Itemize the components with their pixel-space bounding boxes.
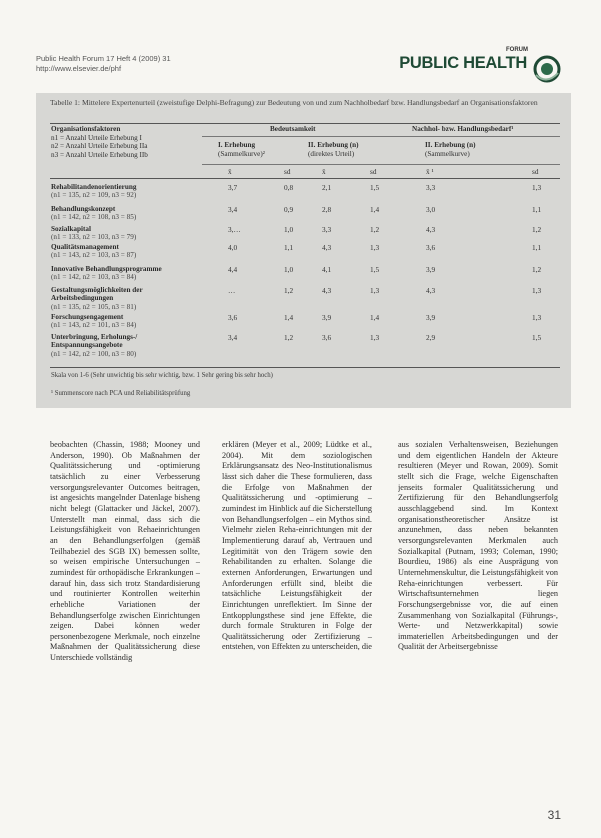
table-cell: 3,9: [322, 313, 332, 322]
logo-swirl-icon: [533, 55, 561, 83]
table-cell: 1,3: [370, 243, 380, 252]
body-text-2: erklären (Meyer et al., 2009; Lüdtke et al., 2004). Mit dem soziologischen Erklärungsansatz des Neo-Institutionalismus lässt sich daher die These formulieren, dass die Erfolge von Maßnahmen der Qualitätssicherung und -optimierung – zumindest im Hinblick auf die Sicherstellung von Behandlungserfolgen – ein Mythos sind. Vielmehr zielen Reha-einrichtungen mit der Implementierung darauf ab, Vertrauen und Legitimität von den Trägern sowie den Rehabilitanden zu erhalten. Solange die externen Anforderungen, Erwartungen und Anforderungen erfüllt sind, bleibt die tatsächliche Leistungsfähigkeit der Einrichtungen unreflektiert. Im Sinne der Entkopplungsthese sind jene Effekte, die durch formale Strukturen in Folge der Qualitätssicherung oder Zertifizierung – entstehen, von Effekten zu unterscheiden, die: [222, 440, 372, 652]
row-sample-sizes: (n1 = 142, n2 = 108, n3 = 85): [51, 213, 137, 222]
head-org-factors: Organisationsfaktoren: [51, 125, 121, 133]
table-cell: 1,2: [284, 333, 294, 342]
table-caption: Tabelle 1: Mittelere Expertenurteil (zweistufige Delphi-Befragung) zur Bedeutung von und zum Nachholbedarf bzw. Handlungsbedarf an Organisationsfaktoren: [50, 98, 538, 107]
table-row-label: [51, 286, 201, 311]
row-sample-sizes: (n1 = 142, n2 = 103, n3 = 84): [51, 273, 137, 282]
head-n1: n1 = Anzahl Urteile Erhebung I: [51, 133, 142, 142]
row-factor-name: Innovative Behandlungsprogramme: [51, 265, 162, 273]
row-factor-name: Rehabilitandenorientierung: [51, 183, 137, 191]
table-cell: 1,1: [532, 243, 542, 252]
subhead-mean-2: x̄: [322, 167, 326, 176]
table-cell: 3,6: [426, 243, 436, 252]
table-cell: 3,7: [228, 183, 238, 192]
table-cell: 1,2: [284, 286, 294, 295]
table-cell: 1,0: [284, 265, 294, 274]
head-n3: n3 = Anzahl Urteile Erhebung IIb: [51, 150, 148, 159]
table-cell: 1,1: [284, 243, 294, 252]
journal-url: http://www.elsevier.de/phf: [36, 64, 122, 73]
row-sample-sizes: (n1 = 142, n2 = 100, n3 = 80): [51, 349, 137, 358]
erhebung-1-title: I. Erhebung: [218, 141, 256, 149]
table-cell: 1,4: [370, 313, 380, 322]
table-cell: 1,1: [532, 205, 542, 214]
table-cell: 1,3: [370, 286, 380, 295]
row-factor-name: Sozialkapital: [51, 225, 91, 233]
table-cell: 1,5: [370, 183, 380, 192]
erhebung-2b-sub: (Sammelkurve): [425, 149, 470, 158]
subhead-sd-3: sd: [532, 167, 539, 176]
table-cell: 4,3: [322, 243, 332, 252]
table-head-left: [51, 125, 201, 159]
table-cell: 0,8: [284, 183, 294, 192]
head-bedeutsamkeit: Bedeutsamkeit: [270, 125, 316, 133]
journal-header: [36, 54, 171, 74]
table-rule-top: [50, 123, 560, 124]
table-cell: 4,3: [426, 286, 436, 295]
table-cell: 1,2: [532, 265, 542, 274]
table-cell: 3,0: [426, 205, 436, 214]
table-row-label: [51, 333, 201, 358]
table-cell: 3,9: [426, 265, 436, 274]
table-cell: 4,3: [322, 286, 332, 295]
subhead-sd-2: sd: [370, 167, 377, 176]
table-cell: 1,4: [284, 313, 294, 322]
head-erhebung-2b: [425, 141, 476, 158]
table-cell: 3,4: [228, 333, 238, 342]
row-sample-sizes: (n1 = 133, n2 = 103, n3 = 79): [51, 233, 137, 242]
table-cell: 4,1: [322, 265, 332, 274]
row-sample-sizes: (n1 = 143, n2 = 101, n3 = 84): [51, 321, 137, 330]
row-factor-name: Unterbringung, Erholungs-/ Entspannungsangebote: [51, 333, 138, 350]
row-sample-sizes: (n1 = 135, n2 = 105, n3 = 81): [51, 302, 137, 311]
table-cell: 1,2: [532, 225, 542, 234]
table-scale-note: Skala von 1-6 (Sehr unwichtig bis sehr wichtig, bzw. 1 Sehr gering bis sehr hoch): [51, 372, 273, 379]
body-text-3: aus sozialen Verhaltensweisen, Beziehungen und dem eigentlichen Handeln der Akteure resultieren (Meyer und Rowan, 2009). Somit stellt sich die Frage, welche Eigenschaften jenseits formaler Qualitätssicherung und Zertifizierung für den Behandlungserfolg ausschlaggebend sind. Im Kontext organisationstheoretischer Ansätze ist anzunehmen, dass neben bekannten versorgungsrelevanten Merkmalen auch Sozialkapital (Putnam, 1993; Coleman, 1990; Bourdieu, 1986) als eine Ausprägung von Unternehmenskultur, die Leistungsfähigkeit von Reha-einrichtungen verbessert. Für Wirtschaftsunternehmen liegen Forschungsergebnisse vor, die auf einen Zusammenhang von Sozialkapital (Führungs-, Werte- und Netzwerkkapital) sowie immateriellen Arbeitsbedingungen und der Qualität der Arbeitsergebnisse: [398, 440, 558, 652]
table-cell: 1,5: [370, 265, 380, 274]
table-cell: 3,9: [426, 313, 436, 322]
row-factor-name: Behandlungskonzept: [51, 205, 116, 213]
logo-superscript: FORUM: [506, 47, 528, 53]
body-column-1: [50, 440, 200, 825]
erhebung-2a-title: II. Erhebung (n): [308, 141, 359, 149]
table-cell: 0,9: [284, 205, 294, 214]
journal-line: Public Health Forum 17 Heft 4 (2009) 31: [36, 54, 171, 63]
subhead-mean-1: x̄: [228, 167, 232, 176]
table-cell: 1,2: [370, 225, 380, 234]
page-number: 31: [547, 808, 561, 822]
table-rule-mid: [202, 164, 560, 165]
table-row-label: [51, 225, 201, 242]
table-rule-head-bottom: [50, 178, 560, 179]
table-cell: 1,0: [284, 225, 294, 234]
subhead-sd-1: sd: [284, 167, 291, 176]
table-rule-sub: [202, 136, 560, 137]
table-rule-bottom: [50, 367, 560, 368]
table-cell: 1,3: [532, 183, 542, 192]
table-footnote: ¹ Summenscore nach PCA und Reliabilitätsprüfung: [51, 390, 191, 397]
table-cell: 1,3: [370, 333, 380, 342]
head-erhebung-1: [218, 141, 265, 158]
erhebung-2b-title: II. Erhebung (n): [425, 141, 476, 149]
table-cell: 4,3: [426, 225, 436, 234]
row-sample-sizes: (n1 = 143, n2 = 103, n3 = 87): [51, 251, 137, 260]
table-cell: 2,8: [322, 205, 332, 214]
row-factor-name: Gestaltungsmöglichkeiten der Arbeitsbedingungen: [51, 286, 143, 303]
table-cell: 3,…: [228, 225, 241, 234]
table-row-label: [51, 205, 201, 222]
table-cell: …: [228, 286, 236, 295]
table-row-label: [51, 243, 201, 260]
table-cell: 3,4: [228, 205, 238, 214]
head-n2: n2 = Anzahl Urteile Erhebung IIa: [51, 142, 148, 151]
table-cell: 1,3: [532, 286, 542, 295]
table-cell: 2,9: [426, 333, 436, 342]
body-text-1: beobachten (Chassin, 1988; Mooney und Anderson, 1990). Ob Maßnahmen der Qualitätssicherung und -optimierung tatsächlich zu einer Verbesserung versorgungsrelevanter Outcomes beitragen, ist angesichts mangelnder Datenlage bisheng nicht belegt (Glattacker und Jäckel, 2007). Unterstellt man einmal, dass sich die Leistungsfähigkeit von Rehaeinrichtungen an den Behandlungserfolgen (gemäß Teilhabeziel des SGB IX) bemessen sollte, so weisen empirische Untersuchungen – zumindest für orthopädische Erkrankungen – darauf hin, dass sich trotz Standardisierung und routinierter Kontrollen weiterhin erhebliche Variationen der Behandlungserfolge zwischen Einrichtungen zeigen. Dabei können weder personenbezogene Merkmale, noch einzelne Maßnahmen der Qualitätssicherung diese Unterschiede vollständig: [50, 440, 200, 663]
body-column-2: [222, 440, 372, 825]
logo-text: PUBLIC HEALTH: [399, 54, 527, 72]
row-factor-name: Forschungsengagement: [51, 313, 124, 321]
head-erhebung-2a: [308, 141, 359, 158]
table-cell: 1,4: [370, 205, 380, 214]
table-cell: 3,6: [228, 313, 238, 322]
body-column-3: [398, 440, 558, 825]
table-cell: 4,0: [228, 243, 238, 252]
erhebung-2a-sub: (direktes Urteil): [308, 149, 355, 158]
table-cell: 1,5: [532, 333, 542, 342]
table-row-label: [51, 183, 201, 200]
table-cell: 2,1: [322, 183, 332, 192]
row-sample-sizes: (n1 = 135, n2 = 109, n3 = 92): [51, 191, 137, 200]
table-row-label: [51, 313, 201, 330]
table-cell: 3,3: [322, 225, 332, 234]
table-cell: 4,4: [228, 265, 238, 274]
row-factor-name: Qualitätsmanagement: [51, 243, 119, 251]
head-nachholbedarf: Nachhol- bzw. Handlungsbedarf¹: [412, 125, 514, 133]
table-cell: 1,3: [532, 313, 542, 322]
erhebung-1-sub: (Sammelkurve)²: [218, 149, 265, 158]
public-health-forum-logo: [399, 47, 561, 87]
table-cell: 3,3: [426, 183, 436, 192]
subhead-mean-3: x̄ ¹: [426, 167, 434, 176]
table-cell: 3,6: [322, 333, 332, 342]
table-row-label: [51, 265, 201, 282]
